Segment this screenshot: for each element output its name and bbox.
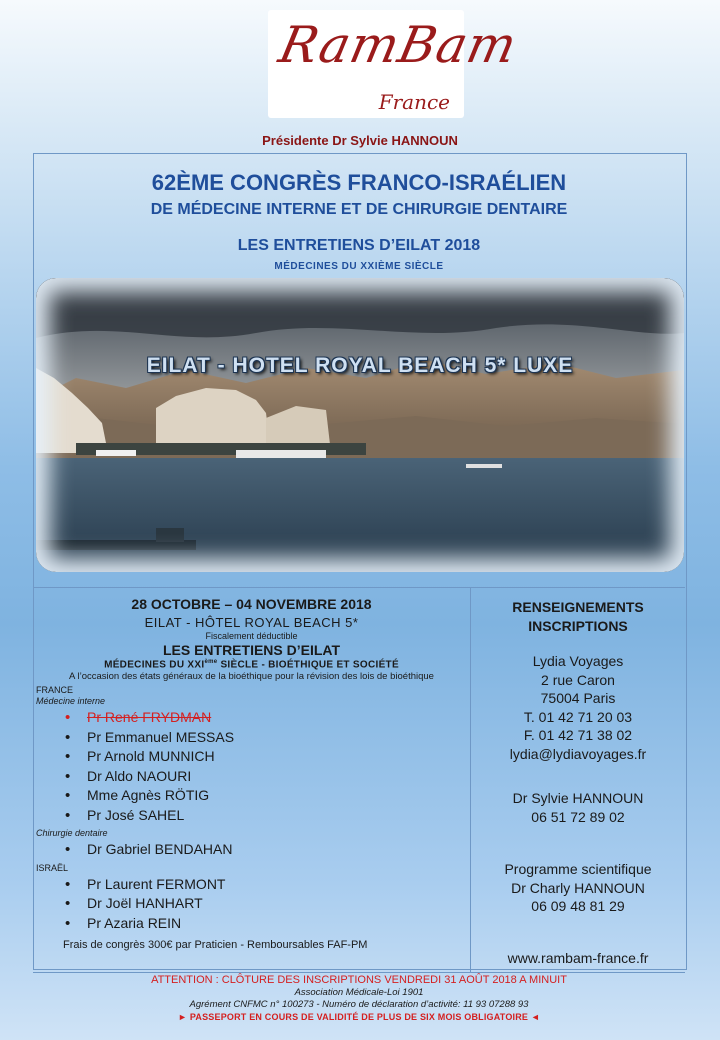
logo	[268, 10, 523, 118]
agency-name: Lydia Voyages	[532, 653, 624, 669]
website-link[interactable]: www.rambam-france.fr	[507, 949, 649, 966]
contact-person-phone: 06 51 72 89 02	[531, 808, 625, 825]
program-person: Dr Charly HANNOUN	[511, 879, 645, 896]
eilat-landscape-image	[36, 278, 684, 572]
congress-title: 62ÈME CONGRÈS FRANCO-ISRAÉLIEN	[151, 170, 567, 195]
occasion-note: A l’occasion des états généraux de la bioéthique pour la révision des lois de bioéthique	[69, 671, 434, 683]
speaker-item: • Dr Joël HANHART	[33, 894, 470, 914]
speaker-item: • Pr José SAHEL	[33, 806, 470, 826]
speaker-item: • Dr Aldo NAOURI	[33, 767, 470, 787]
registration-deadline: ATTENTION : CLÔTURE DES INSCRIPTIONS VENDREDI 31 AOÛT 2018 A MINUIT	[151, 974, 567, 986]
contact-heading-info: RENSEIGNEMENTS	[512, 599, 644, 615]
logo-wordmark: RamBam	[274, 16, 523, 74]
association-note: Association Médicale-Loi 1901	[294, 987, 424, 998]
agency-phone: T. 01 42 71 20 03	[523, 708, 633, 725]
congress-subtitle: DE MÉDECINE INTERNE ET DE CHIRURGIE DENTAIRE	[150, 201, 568, 218]
speaker-item: • Mme Agnès RÖTIG	[33, 786, 470, 806]
event-venue: EILAT - HÔTEL ROYAL BEACH 5*	[144, 615, 359, 630]
speaker-item: • Dr Gabriel BENDAHAN	[33, 840, 470, 860]
dental-speakers	[33, 840, 470, 860]
program-label: Programme scientifique	[504, 861, 652, 877]
agrement-note: Agrément CNFMC n° 100273 - Numéro de déclaration d’activité: 11 93 07288 93	[189, 999, 529, 1010]
section-dental-surgery: Chirurgie dentaire	[36, 828, 108, 839]
section-france: FRANCE	[36, 685, 74, 696]
israel-speakers	[33, 875, 470, 934]
event-subtitle: MÉDECINES DU XXIème SIÈCLE - BIOÉTHIQUE ET SOCIÉTÉ	[104, 659, 399, 671]
president-line: Présidente Dr Sylvie HANNOUN	[262, 133, 458, 148]
speaker-item: • Pr Azaria REIN	[33, 914, 470, 934]
contact-column	[471, 598, 685, 966]
internal-medicine-speakers	[33, 708, 470, 825]
photo-caption: EILAT - HOTEL ROYAL BEACH 5* LUXE	[146, 354, 574, 377]
agency-city: 75004 Paris	[540, 690, 616, 706]
fees-note: Frais de congrès 300€ par Praticien - Remboursables FAF-PM	[63, 939, 368, 952]
section-internal-medicine: Médecine interne	[36, 696, 106, 707]
speaker-item: • Pr Arnold MUNNICH	[33, 747, 470, 767]
section-israel: ISRAËL	[36, 862, 69, 873]
logo-subtitle: France	[378, 90, 450, 114]
contact-person: Dr Sylvie HANNOUN	[512, 790, 644, 806]
passport-warning: ► PASSEPORT EN COURS DE VALIDITÉ DE PLUS DE SIX MOIS OBLIGATOIRE ◄	[178, 1012, 540, 1022]
section-divider	[33, 587, 685, 588]
event-name: LES ENTRETIENS D’EILAT	[162, 642, 341, 658]
agency-street: 2 rue Caron	[541, 671, 615, 688]
footer-divider	[33, 972, 685, 973]
event-theme: MÉDECINES DU XXIÈME SIÈCLE	[274, 261, 444, 272]
speaker-item: • Pr René FRYDMAN	[33, 708, 470, 728]
speaker-item: • Pr Emmanuel MESSAS	[33, 728, 470, 748]
event-dates: 28 OCTOBRE – 04 NOVEMBRE 2018	[131, 596, 372, 612]
speaker-item: • Pr Laurent FERMONT	[33, 875, 470, 895]
contact-heading-registration: INSCRIPTIONS	[528, 618, 628, 634]
program-phone: 06 09 48 81 29	[531, 898, 625, 914]
agency-email[interactable]: lydia@lydiavoyages.fr	[509, 745, 647, 762]
tax-note: Fiscalement déductible	[205, 631, 298, 641]
program-column	[33, 596, 470, 951]
footer	[33, 974, 685, 1022]
agency-fax: F. 01 42 71 38 02	[523, 727, 633, 743]
event-title: LES ENTRETIENS D’EILAT 2018	[237, 237, 481, 254]
hotel-photo	[36, 278, 684, 572]
